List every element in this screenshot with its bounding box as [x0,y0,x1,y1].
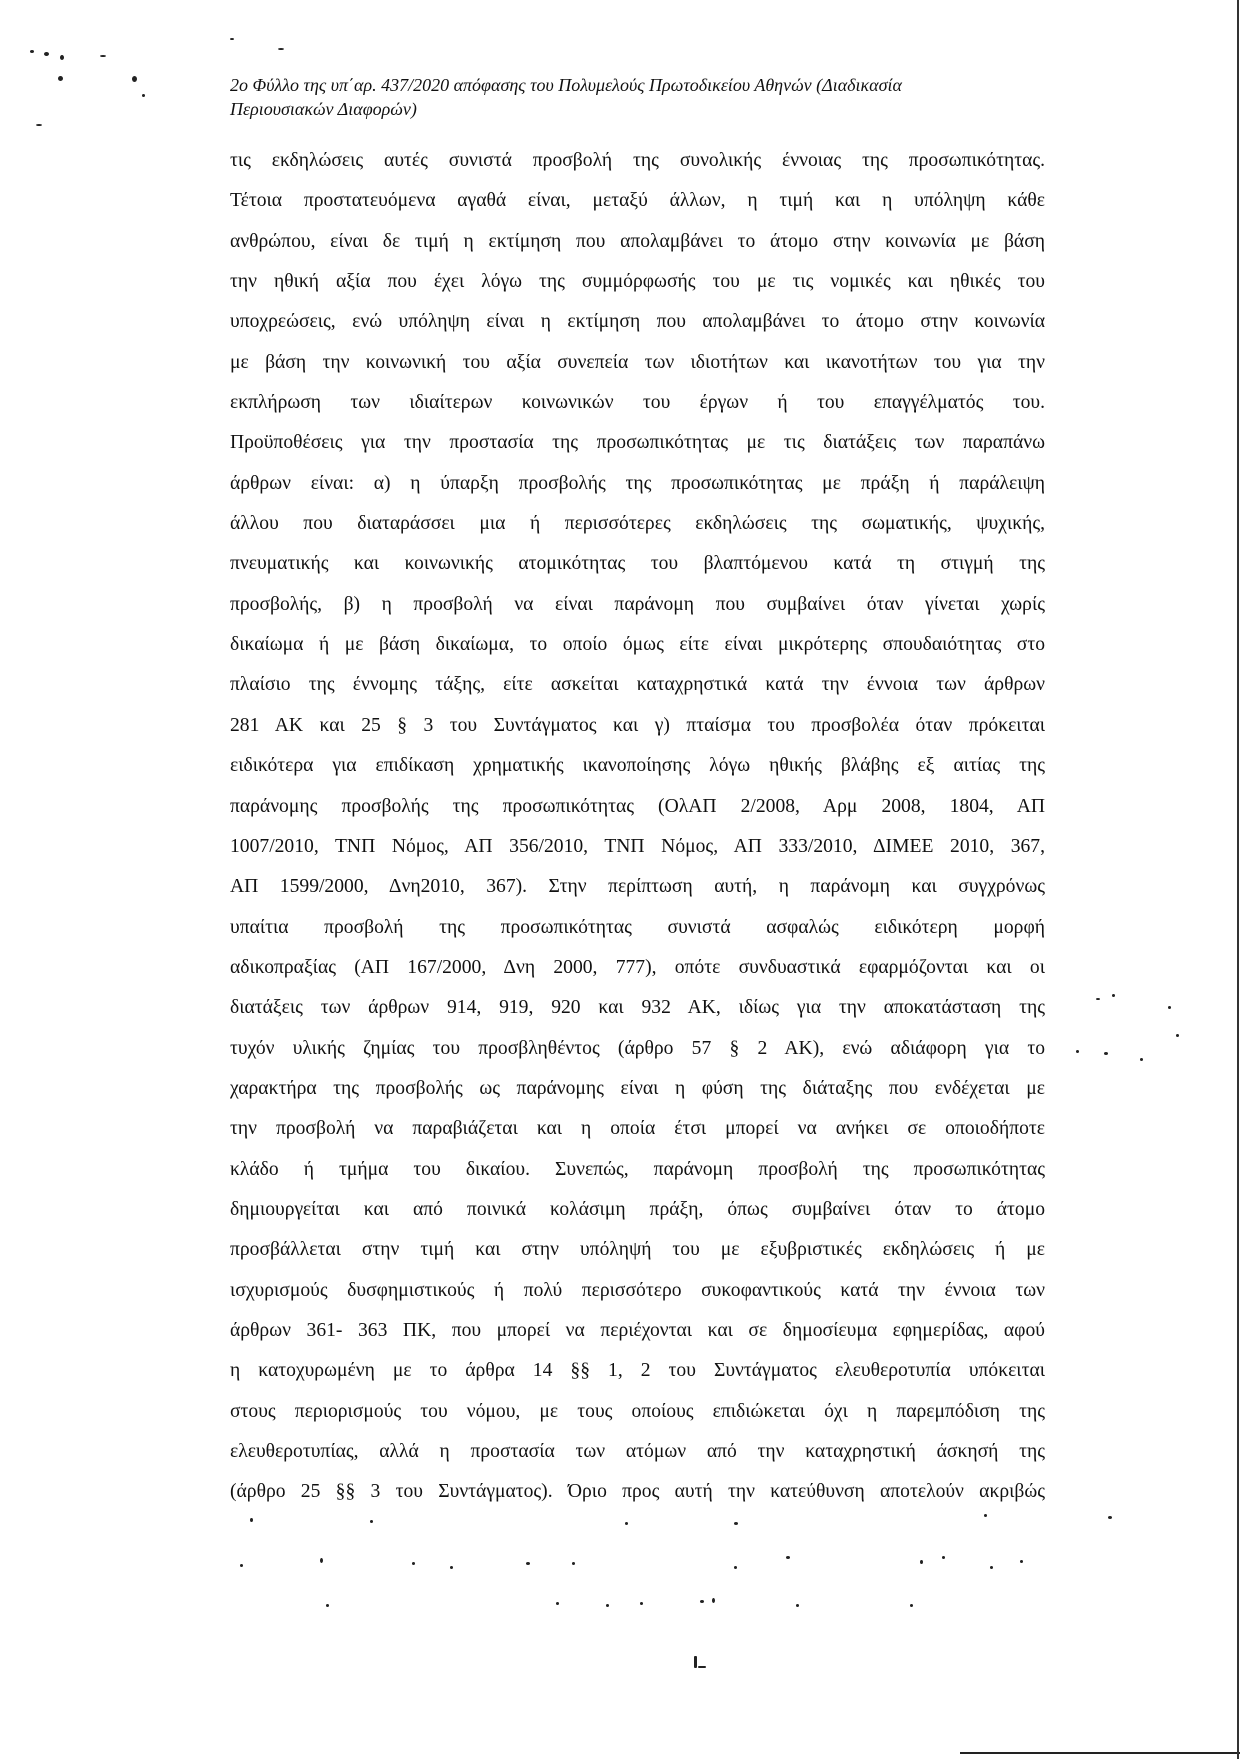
body-line: Τέτοια προστατευόμενα αγαθά είναι, μεταξύ άλλων, η τιμή και η υπόληψη κάθε [230,190,1045,212]
scan-speck [44,52,49,56]
body-line: προσβολής, β) η προσβολή να είναι παράνομη που συμβαίνει όταν γίνεται χωρίς [230,593,1045,615]
scan-speck [920,1560,923,1564]
body-line: 1007/2010, ΤΝΠ Νόμος, ΑΠ 356/2010, ΤΝΠ Νόμος, ΑΠ 333/2010, ΔΙΜΕΕ 2010, 367, [230,835,1045,857]
scan-speck [556,1602,559,1605]
body-line: ειδικότερα για επιδίκαση χρηματικής ικανοποίησης λόγω ηθικής βλάβης εξ αιτίας της [230,755,1045,777]
body-line: ελευθεροτυπίας, αλλά η προστασία των ατόμων από την καταχρηστική άσκησή της [230,1441,1045,1462]
body-line: ΑΠ 1599/2000, Δνη2010, 367). Στην περίπτωση αυτή, η παράνομη και συγχρόνως [230,876,1045,898]
body-line: εκπλήρωση των ιδιαίτερων κοινωνικών του έργων ή του επαγγέλματός του. [230,392,1045,414]
scan-speck [230,38,234,40]
scan-speck [278,48,284,50]
body-line: πνευματικής και κοινωνικής ατομικότητας του βλαπτόμενου κατά τη στιγμή της [230,553,1045,575]
scan-speck [572,1562,575,1565]
body-line: την ηθική αξία που έχει λόγω της συμμόρφωσής του με τις νομικές και ηθικές του [230,271,1045,293]
scan-speck [606,1604,609,1607]
scan-speck [698,1666,706,1668]
body-line: τις εκδηλώσεις αυτές συνιστά προσβολή της συνολικής έννοιας της προσωπικότητας. [230,150,1045,171]
body-line: υποχρεώσεις, ενώ υπόληψη είναι η εκτίμηση που απολαμβάνει το άτομο στην κοινωνία [230,311,1045,333]
body-line: η κατοχυρωμένη με το άρθρα 14 §§ 1, 2 του Συντάγματος ελευθεροτυπία υπόκειται [230,1360,1045,1382]
body-line: υπαίτια προσβολή της προσωπικότητας συνιστά ασφαλώς ειδικότερη μορφή [230,916,1045,938]
scan-speck [250,1518,253,1522]
body-line: δημιουργείται και από ποινικά κολάσιμη πράξη, όπως συμβαίνει όταν το άτομο [230,1198,1045,1220]
body-line: κλάδο ή τμήμα του δικαίου. Συνεπώς, παράνομη προσβολή της προσωπικότητας [230,1158,1045,1180]
scan-speck [712,1598,715,1603]
body-line: 281 ΑΚ και 25 § 3 του Συντάγματος και γ) πταίσμα του προσβολέα όταν πρόκειται [230,714,1045,736]
scan-speck [60,55,64,60]
body-line: στους περιορισμούς του νόμου, με τους οποίους επιδιώκεται όχι η παρεμπόδιση της [230,1400,1045,1422]
scan-speck [36,124,42,126]
body-line: Προϋποθέσεις για την προστασία της προσωπικότητας με τις διατάξεις των παραπάνω [230,432,1045,454]
scan-speck [370,1520,373,1523]
scan-speck [1076,1050,1079,1053]
scan-speck [984,1514,987,1517]
scan-right-edge [1237,0,1239,1759]
body-line: αδικοπραξίας (ΑΠ 167/2000, Δνη 2000, 777), οπότε συνδυαστικά εφαρμόζονται και οι [230,956,1045,978]
scan-speck [526,1562,530,1565]
scan-speck [58,76,63,81]
scan-speck [796,1604,799,1607]
scan-speck [1140,1058,1143,1061]
scan-speck [1096,998,1100,1000]
scan-speck [990,1566,993,1569]
body-line: διατάξεις των άρθρων 914, 919, 920 και 932 ΑΚ, ιδίως για την αποκατάσταση της [230,997,1045,1019]
scan-speck [1168,1006,1171,1009]
scan-speck [700,1600,704,1603]
body-line: ισχυρισμούς δυσφημιστικούς ή πολύ περισσότερο συκοφαντικούς κατά την έννοια των [230,1279,1045,1301]
scan-speck [694,1656,697,1668]
body-line: τυχόν υλικής ζημίας του προσβληθέντος (άρθρο 57 § 2 ΑΚ), ενώ αδιάφορη για το [230,1037,1045,1059]
scan-speck [625,1522,628,1525]
body-line: παράνομης προσβολής της προσωπικότητας (ΟλΑΠ 2/2008, Αρμ 2008, 1804, ΑΠ [230,795,1045,817]
scan-speck [1112,994,1115,997]
scan-speck [1104,1052,1108,1055]
scan-speck [320,1558,323,1563]
body-line: άρθρων 361- 363 ΠΚ, που μπορεί να περιέχονται και σε δημοσίευμα εφημερίδας, αφού [230,1319,1045,1341]
scan-speck [640,1602,643,1605]
header-line-1: 2ο Φύλλο της υπ΄αρ. 437/2020 απόφασης του Πολυμελούς Πρωτοδικείου Αθηνών (Διαδικασία [230,75,902,95]
scan-speck [734,1522,738,1525]
scan-speck [142,94,145,97]
body-line: άλλου που διαταράσσει μια ή περισσότερες εκδηλώσεις της σωματικής, ψυχικής, [230,513,1045,535]
scan-speck [100,55,106,57]
body-line: την προσβολή να παραβιάζεται και η οποία έτσι μπορεί να ανήκει σε οποιοδήποτε [230,1118,1045,1140]
body-line: ανθρώπου, είναι δε τιμή η εκτίμηση που απολαμβάνει το άτομο στην κοινωνία με βάση [230,230,1045,252]
scan-speck [240,1564,243,1567]
body-line: χαρακτήρα της προσβολής ως παράνομης είναι η φύση της διάταξης που ενδέχεται με [230,1077,1045,1099]
scan-speck [1176,1034,1179,1037]
body-line: δικαίωμα ή με βάση δικαίωμα, το οποίο όμως είτε είναι μικρότερης σπουδαιότητας στο [230,634,1045,656]
scan-speck [450,1566,453,1569]
scan-speck [30,50,34,53]
scan-speck [942,1556,945,1559]
body-text [230,141,1045,1513]
body-line: προσβάλλεται στην τιμή και στην υπόληψή του με εξυβριστικές εκδηλώσεις ή με [230,1239,1045,1261]
scan-speck [132,76,137,82]
body-line: άρθρων είναι: α) η ύπαρξη προσβολής της προσωπικότητας με πράξη ή παράλειψη [230,472,1045,494]
body-line: με βάση την κοινωνική του αξία συνεπεία των ιδιοτήτων και ικανοτήτων του για την [230,351,1045,373]
scan-speck [910,1604,913,1607]
body-line: (άρθρο 25 §§ 3 του Συντάγματος). Όριο προς αυτή την κατεύθυνση αποτελούν ακριβώς [230,1481,1045,1503]
scan-bottom-edge [960,1752,1240,1754]
scan-speck [1108,1516,1112,1519]
header-line-2: Περιουσιακών Διαφορών) [230,99,417,119]
scan-speck [734,1566,737,1569]
scan-speck [412,1562,415,1565]
scan-speck [326,1604,329,1607]
scan-speck [786,1556,790,1559]
page-header [230,73,1060,121]
scan-speck [1020,1560,1023,1563]
body-line: πλαίσιο της έννομης τάξης, είτε ασκείται καταχρηστικά κατά την έννοια των άρθρων [230,674,1045,696]
